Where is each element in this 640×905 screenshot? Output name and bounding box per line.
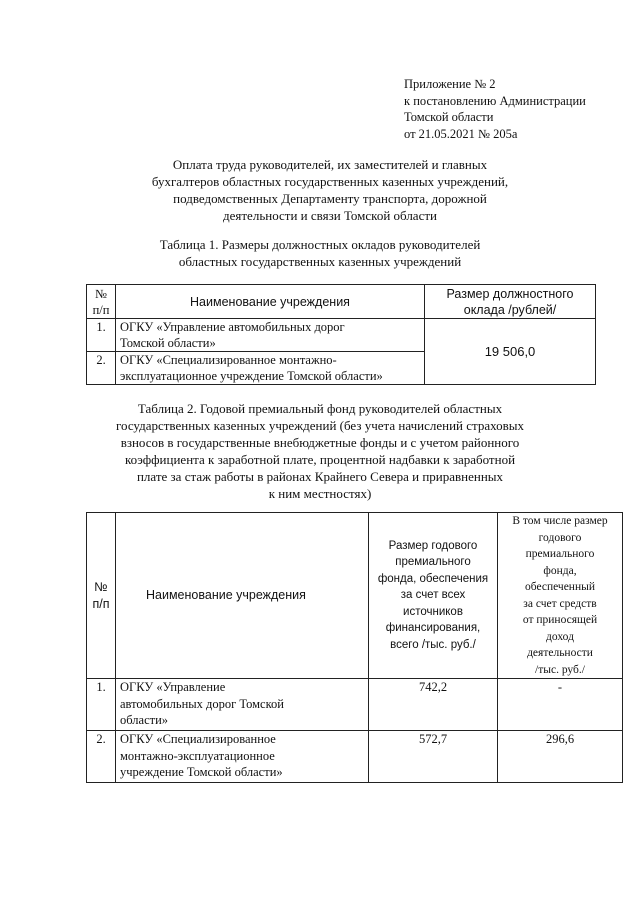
header-text: премиального [525, 548, 595, 560]
row-own-income: - [498, 679, 623, 731]
row-num: 2. [87, 352, 116, 385]
header-text: /тыс. руб./ [535, 663, 585, 676]
header-text: обеспеченный [525, 581, 595, 593]
header-num [87, 285, 116, 319]
header-own-income [498, 513, 623, 679]
row-name-line: ОГКУ «Специализированное [120, 732, 276, 746]
appendix-line: от 21.05.2021 № 205а [404, 126, 518, 141]
appendix-header [404, 76, 586, 142]
header-text: оклада /рублей/ [463, 302, 557, 317]
caption-line: областных государственных казенных учреждений [178, 254, 462, 269]
header-text: всего /тыс. руб./ [390, 638, 476, 651]
row-name-line: ОГКУ «Специализированное монтажно- [120, 353, 337, 367]
header-text: годового [538, 531, 582, 544]
header-text: от приносящей [522, 614, 598, 626]
caption-line: государственных казенных учреждений (без учета начислений страховых [115, 418, 525, 433]
header-text: п/п [92, 302, 110, 317]
caption-line: к ним местностях) [268, 486, 372, 501]
row-name [116, 679, 369, 731]
table-header-row [87, 513, 623, 679]
table-row [87, 679, 623, 731]
table-row [87, 319, 596, 352]
table-row [87, 731, 623, 783]
table2-caption [100, 400, 540, 502]
row-name-line: учреждение Томской области» [120, 765, 283, 779]
header-text: деятельности [527, 647, 593, 659]
header-text: за счет средств [523, 597, 597, 610]
row-name [116, 352, 425, 385]
caption-line: Таблица 2. Годовой премиальный фонд руководителей областных [137, 401, 503, 416]
header-text: фонда, обеспечения [377, 572, 489, 585]
header-text: Размер годового [388, 539, 478, 552]
header-name: Наименование учреждения [116, 285, 425, 319]
header-text: Размер должностного [446, 286, 574, 301]
header-text: В том числе размер [512, 515, 608, 527]
header-text: п/п [92, 596, 110, 611]
header-salary [425, 285, 596, 319]
header-text: премиального [395, 556, 471, 569]
salary-table [86, 284, 596, 385]
header-num [87, 513, 116, 679]
row-name-line: монтажно-эксплуатационное [120, 748, 275, 763]
header-text: за счет всех [400, 589, 466, 602]
row-total: 742,2 [369, 679, 498, 731]
header-text: фонда, [543, 564, 577, 577]
appendix-line: к постановлению Администрации [404, 93, 586, 108]
header-name: Наименование учреждения [116, 513, 369, 679]
row-name [116, 731, 369, 783]
caption-line: плате за стаж работы в районах Крайнего Севера и приравненных [136, 469, 504, 484]
caption-line: взносов в государственные внебюджетные фонды и с учетом районного [120, 435, 520, 450]
caption-line: Таблица 1. Размеры должностных окладов руководителей [159, 237, 481, 252]
title-line: бухгалтеров областных государственных казенных учреждений, [151, 174, 509, 189]
header-text: источников [403, 605, 463, 618]
header-total [369, 513, 498, 679]
row-name-line: ОГКУ «Управление [120, 680, 226, 694]
salary-value: 19 506,0 [425, 319, 596, 385]
header-text: финансирования, [385, 622, 481, 635]
caption-line: коэффициента к заработной плате, процентной надбавки к заработной [124, 452, 516, 467]
table-header-row [87, 285, 596, 319]
bonus-fund-table [86, 512, 623, 783]
row-num: 1. [87, 319, 116, 352]
row-own-income: 296,6 [498, 731, 623, 783]
header-text: доход [546, 630, 574, 643]
title-line: Оплата труда руководителей, их заместителей и главных [172, 157, 488, 172]
title-line: подведомственных Департаменту транспорта, дорожной [173, 191, 487, 206]
document-title [110, 156, 550, 224]
row-name-line: автомобильных дорог Томской [120, 696, 284, 711]
table1-caption [120, 236, 520, 270]
row-name-line: области» [120, 713, 169, 727]
row-num: 2. [87, 731, 116, 783]
row-name [116, 319, 425, 352]
row-name-line: эксплуатационное учреждение Томской области» [120, 369, 383, 383]
header-text: № [94, 580, 108, 594]
row-num: 1. [87, 679, 116, 731]
title-line: деятельности и связи Томской области [223, 208, 437, 223]
appendix-line: Томской области [404, 110, 494, 124]
appendix-line: Приложение № 2 [404, 77, 496, 91]
row-name-line: Томской области» [120, 336, 216, 350]
header-text: № [95, 286, 107, 301]
row-name-line: ОГКУ «Управление автомобильных дорог [120, 320, 345, 334]
row-total: 572,7 [369, 731, 498, 783]
